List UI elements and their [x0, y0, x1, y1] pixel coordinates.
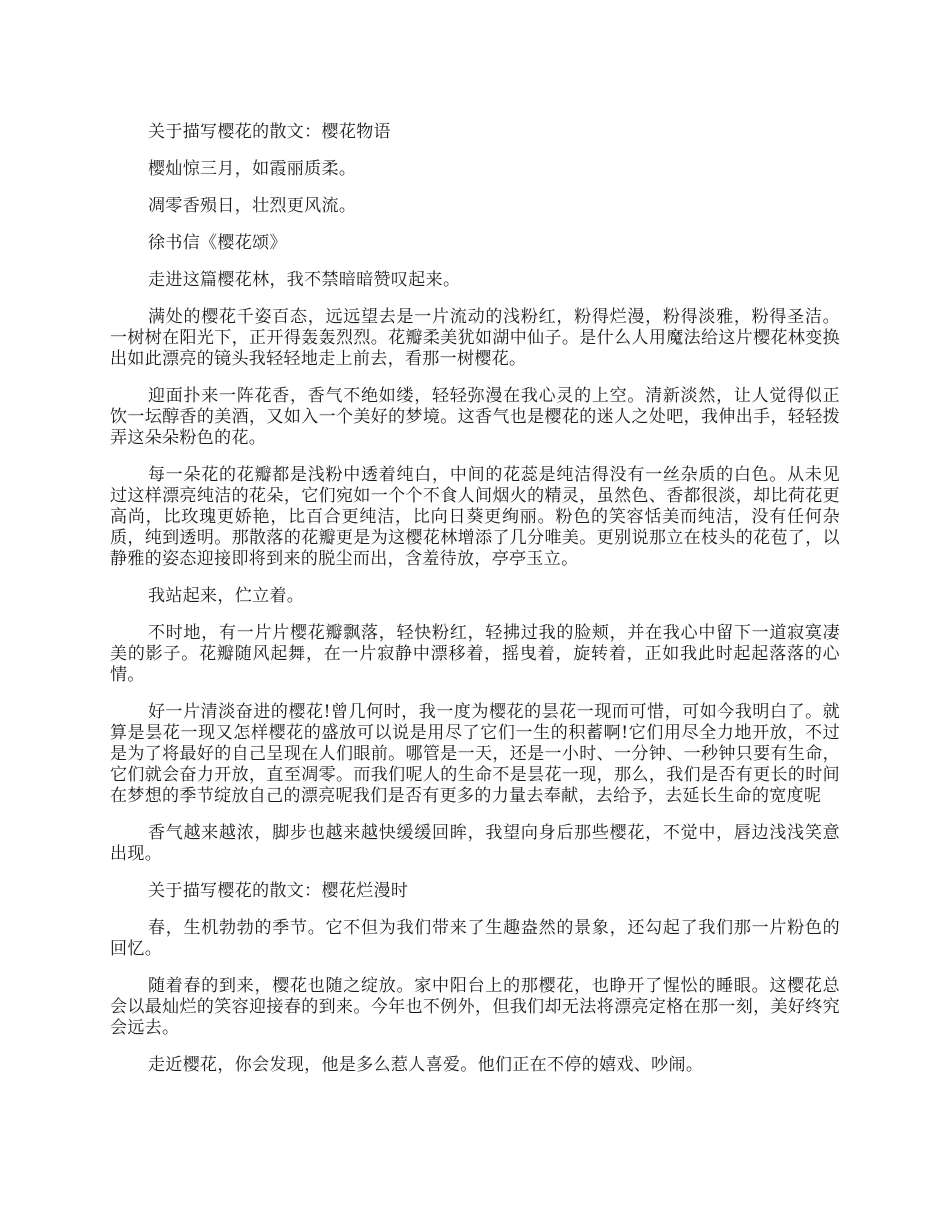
paragraph: 迎面扑来一阵花香，香气不绝如缕，轻轻弥漫在我心灵的上空。清新淡然，让人觉得似正饮一坛醇香的美酒，又如入一个美好的梦境。这香气也是樱花的迷人之处吧，我伸出手，轻轻拨弄这朵朵粉色的花。: [110, 386, 840, 448]
paragraph: 随着春的到来，樱花也随之绽放。家中阳台上的那樱花，也睁开了惺忪的睡眼。这樱花总会以最灿烂的笑容迎接春的到来。今年也不例外，但我们却无法将漂亮定格在那一刻，美好终究会远去。: [110, 976, 840, 1038]
paragraph: 走进这篇樱花林，我不禁暗暗赞叹起来。: [148, 270, 461, 290]
section-title: 关于描写樱花的散文：樱花物语: [148, 122, 391, 142]
poem-attribution: 徐书信《樱花颂》: [148, 233, 287, 253]
paragraph: 春，生机勃勃的季节。它不但为我们带来了生趣盎然的景象，还勾起了我们那一片粉色的回忆。: [110, 918, 840, 959]
paragraph: 走近樱花，你会发现，他是多么惹人喜爱。他们正在不停的嬉戏、吵闹。: [148, 1055, 704, 1075]
poem-line: 凋零香殒日，壮烈更风流。: [148, 196, 357, 216]
section-title: 关于描写樱花的散文：樱花烂漫时: [148, 881, 409, 901]
paragraph: 好一片清淡奋进的樱花!曾几何时，我一度为樱花的昙花一现而可惜，可如今我明白了。就算是昙花一现又怎样樱花的盛放可以说是用尽了它们一生的积蓄啊!它们用尽全力地开放，不过是为了将最好的自己呈现在人们眼前。哪管是一天，还是一小时、一分钟、一秒钟只要有生命，它们就会奋力开放，直至凋零。而我们呢人的生命不是昙花一现，那么，我们是否有更长的时间在梦想的季节绽放自己的漂亮呢我们是否有更多的力量去奉献，去给予，去延长生命的宽度呢: [110, 702, 840, 806]
paragraph: 不时地，有一片片樱花瓣飘落，轻快粉红，轻拂过我的脸颊，并在我心中留下一道寂寞凄美的影子。花瓣随风起舞，在一片寂静中漂移着，摇曳着，旋转着，正如我此时起起落落的心情。: [110, 623, 840, 685]
paragraph: 香气越来越浓，脚步也越来越快缓缓回眸，我望向身后那些樱花，不觉中，唇边浅浅笑意出现。: [110, 823, 840, 864]
document-body: [110, 122, 840, 1076]
paragraph: 我站起来，伫立着。: [148, 586, 305, 606]
paragraph: 每一朵花的花瓣都是浅粉中透着纯白，中间的花蕊是纯洁得没有一丝杂质的白色。从未见过这样漂亮纯洁的花朵，它们宛如一个个不食人间烟火的精灵，虽然色、香都很淡，却比荷花更高尚，比玫瑰更娇艳，比百合更纯洁，比向日葵更绚丽。粉色的笑容恬美而纯洁，没有任何杂质，纯到透明。那散落的花瓣更是为这樱花林增添了几分唯美。更别说那立在枝头的花苞了，以静雅的姿态迎接即将到来的脱尘而出，含羞待放，亭亭玉立。: [110, 465, 840, 569]
paragraph: 满处的樱花千姿百态，远远望去是一片流动的浅粉红，粉得烂漫，粉得淡雅，粉得圣洁。一树树在阳光下，正开得轰轰烈烈。花瓣柔美犹如湖中仙子。是什么人用魔法给这片樱花林变换出如此漂亮的镜头我轻轻地走上前去，看那一树樱花。: [110, 307, 840, 369]
poem-line: 樱灿惊三月，如霞丽质柔。: [148, 159, 357, 179]
